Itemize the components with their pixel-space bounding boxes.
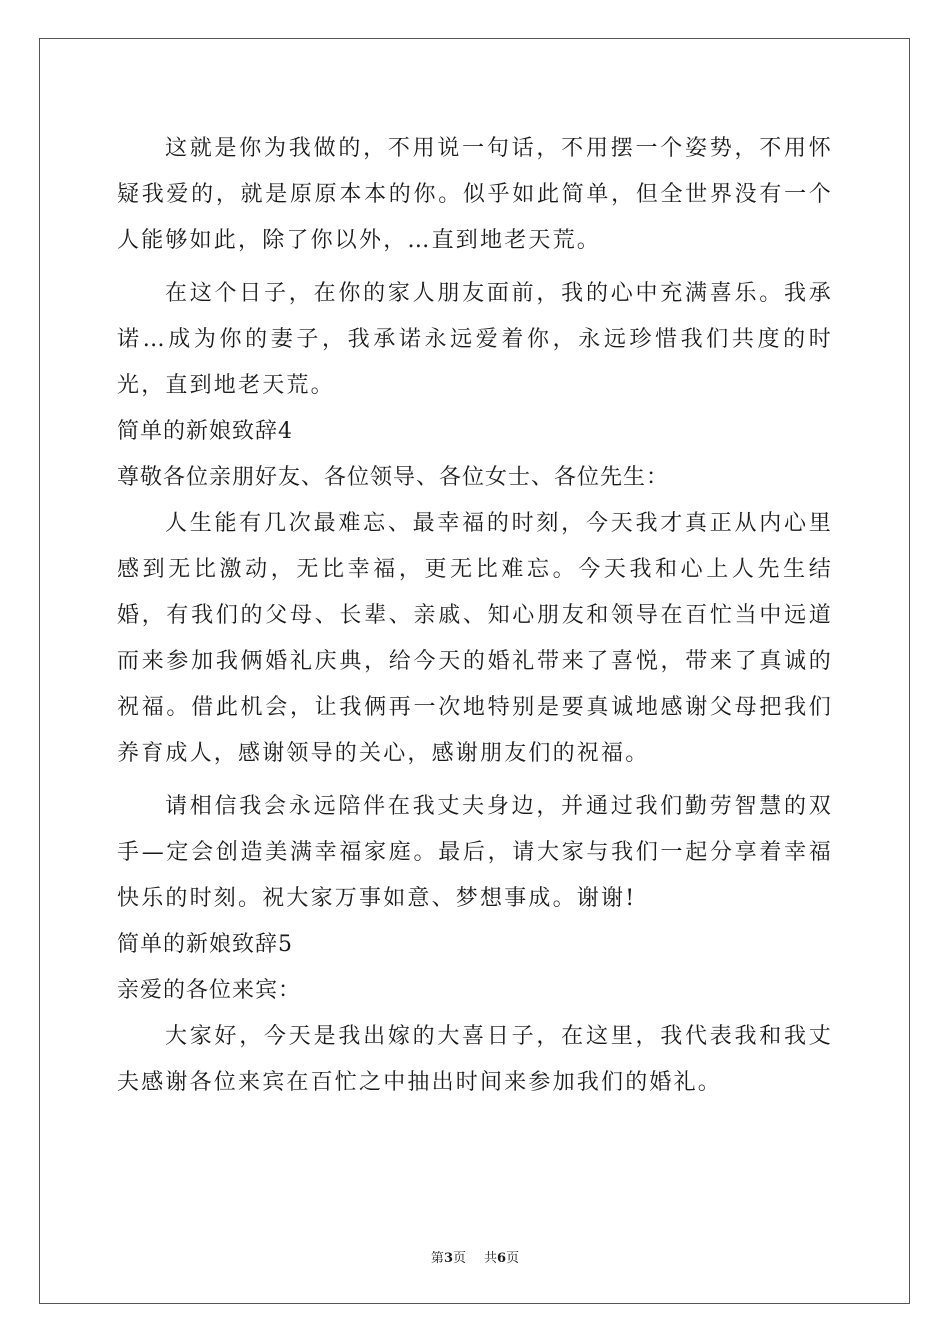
total-page-count: 6	[497, 1251, 507, 1266]
section-5-title: 简单的新娘致辞5	[117, 932, 293, 957]
page-footer	[0, 1247, 950, 1266]
section-5-salutation: 亲爱的各位来宾：	[117, 978, 302, 1003]
section-4-paragraph-1: 人生能有几次最难忘、最幸福的时刻，今天我才真正从内心里感到无比激动，无比幸福，更无比难忘。今天我和心上人先生结婚，有我们的父母、长辈、亲戚、知心朋友和领导在百忙当中远道而来参加我俩婚礼庆典，给今天的婚礼带来了喜悦，带来了真诚的祝福。借此机会，让我俩再一次地特别是要真诚地感谢父母把我们养育成人，感谢领导的关心，感谢朋友们的祝福。	[117, 511, 833, 766]
paragraph-2: 在这个日子，在你的家人朋友面前，我的心中充满喜乐。我承诺…成为你的妻子，我承诺永远爱着你，永远珍惜我们共度的时光，直到地老天荒。	[117, 281, 833, 398]
document-body	[117, 126, 833, 1106]
page-number-prefix: 第	[430, 1251, 444, 1266]
total-pages-prefix: 共	[484, 1251, 498, 1266]
total-pages-suffix: 页	[506, 1251, 520, 1266]
current-page-number: 3	[443, 1251, 453, 1266]
section-4-title: 简单的新娘致辞4	[117, 419, 293, 444]
paragraph-1: 这就是你为我做的，不用说一句话，不用摆一个姿势，不用怀疑我爱的，就是原原本本的你。似乎如此简单，但全世界没有一个人能够如此，除了你以外，…直到地老天荒。	[117, 136, 833, 253]
section-5-paragraph-1: 大家好，今天是我出嫁的大喜日子，在这里，我代表我和我丈夫感谢各位来宾在百忙之中抽出时间来参加我们的婚礼。	[117, 1024, 833, 1095]
section-4-salutation: 尊敬各位亲朋好友、各位领导、各位女士、各位先生：	[117, 465, 670, 490]
page-number-suffix: 页	[452, 1251, 466, 1266]
section-4-paragraph-2: 请相信我会永远陪伴在我丈夫身边，并通过我们勤劳智慧的双手—定会创造美满幸福家庭。最后，请大家与我们一起分享着幸福快乐的时刻。祝大家万事如意、梦想事成。谢谢!	[117, 794, 833, 911]
